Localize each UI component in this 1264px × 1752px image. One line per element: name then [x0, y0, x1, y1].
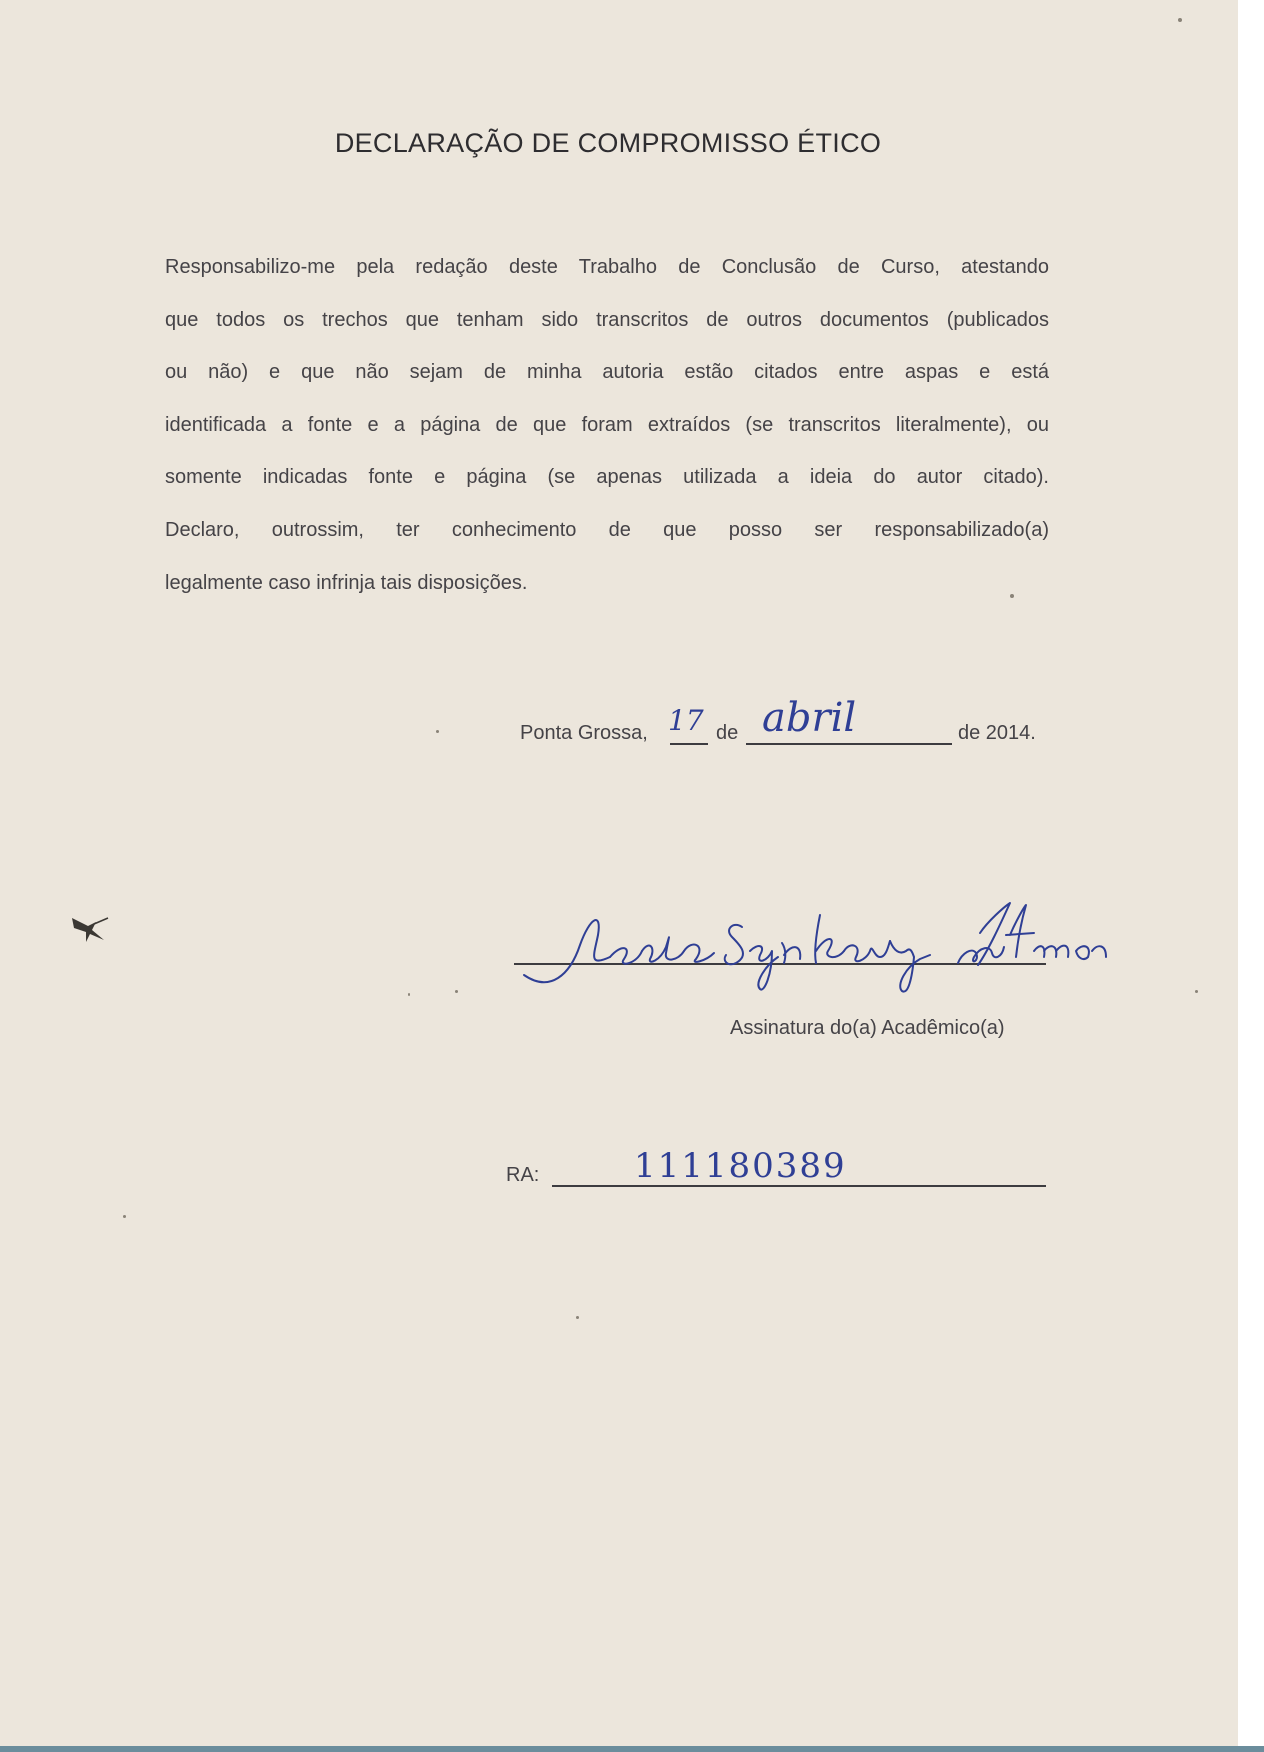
paper-speck	[436, 730, 439, 733]
day-blank-line	[670, 743, 708, 745]
signature-label: Assinatura do(a) Acadêmico(a)	[730, 1017, 1005, 1039]
scan-bottom-edge	[0, 1746, 1264, 1752]
paragraph-line: Declaro, outrossim, ter conhecimento de que posso ser responsabilizado(a)	[165, 518, 1049, 541]
month-blank-line	[746, 743, 952, 745]
handwritten-day: 17	[668, 704, 704, 737]
de-label: de	[716, 722, 739, 744]
paragraph-line: Responsabilizo-me pela redação deste Trabalho de Conclusão de Curso, atestando	[165, 256, 1049, 278]
ra-label: RA:	[506, 1164, 540, 1186]
page-title: DECLARAÇÃO DE COMPROMISSO ÉTICO	[334, 128, 882, 158]
paper-debris-mark	[68, 912, 116, 946]
handwritten-ra-number: 111180389	[634, 1146, 847, 1186]
paper-speck	[1195, 990, 1198, 993]
paragraph-line: legalmente caso infrinja tais disposições.	[165, 571, 528, 594]
declaration-paragraph	[165, 253, 1049, 621]
paper-speck	[576, 1316, 579, 1319]
paragraph-line: identificada a fonte e a página de que foram extraídos (se transcritos literalmente), ou	[165, 413, 1049, 436]
paper-speck	[455, 990, 458, 993]
paper-speck	[1178, 18, 1182, 22]
city-label: Ponta Grossa,	[520, 722, 648, 744]
paragraph-line: somente indicadas fonte e página (se apenas utilizada a ideia do autor citado).	[165, 466, 1049, 489]
paragraph-line: que todos os trechos que tenham sido transcritos de outros documentos (publicados	[165, 308, 1049, 331]
year-label: de 2014.	[958, 722, 1036, 744]
handwritten-month: abril	[762, 695, 857, 741]
scan-right-margin	[1238, 0, 1264, 1746]
paragraph-line: ou não) e que não sejam de minha autoria estão citados entre aspas e está	[165, 361, 1049, 384]
paper-speck	[408, 993, 410, 996]
handwritten-signature	[510, 895, 1120, 1005]
paper-speck	[123, 1215, 126, 1218]
